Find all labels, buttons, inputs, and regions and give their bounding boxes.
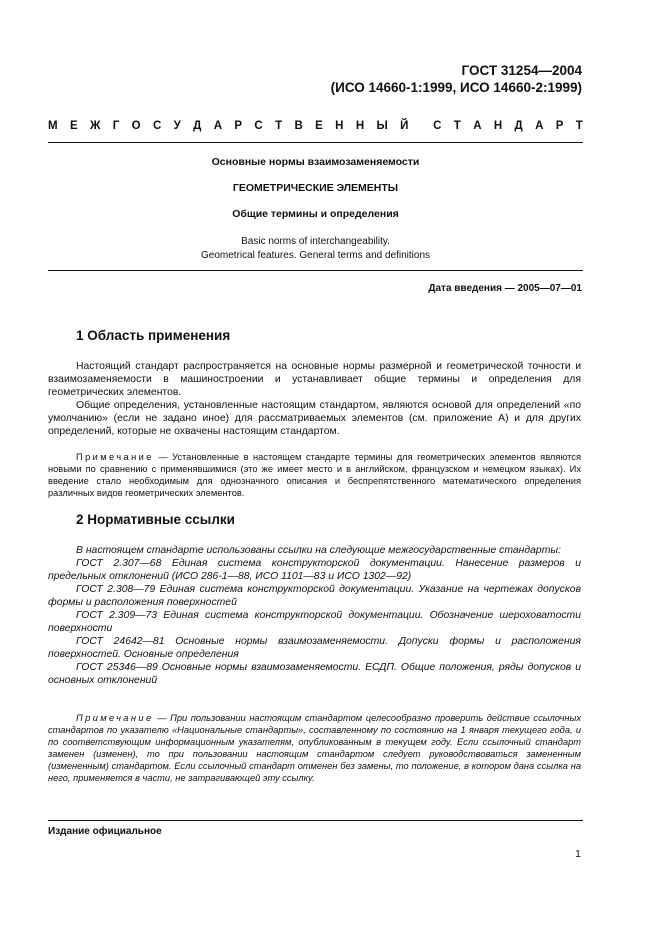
reference-item: ГОСТ 2.308—79 Единая система конструкторской документации. Указание на чертежах допусков формы и расположения поверхностей: [48, 584, 581, 608]
banner-letter: Д: [193, 120, 202, 132]
edition-label: Издание официальное: [48, 826, 162, 837]
section-1-heading: 1 Область применения: [76, 328, 231, 343]
banner-letter: Ж: [89, 120, 101, 132]
section-2-note: [48, 712, 581, 784]
banner-letter: А: [473, 120, 482, 132]
note-text: — При пользовании настоящим стандартом целесообразно проверить действие ссылочных стандартов по указателю «Национальные стандарты», составленному по состоянию на 1 января текущего года, и по соответствующим информационным указателям, опубликованным в текущем году. Если ссылочный стандарт заменен (изменен), то при пользовании настоящим стандартом следует руководствоваться замененным (измененным) стандартом. Если ссылочный стандарт отменен без замены, то положение, в котором дана ссылка на него, применяется в части, не затрагивающей эту ссылку.: [48, 713, 581, 783]
banner-letter: Т: [275, 120, 283, 132]
section-2-heading: 2 Нормативные ссылки: [76, 512, 235, 527]
banner-letter: Е: [315, 120, 323, 132]
note-text: — Установленные в настоящем стандарте термины для геометрических элементов являются новыми по сравнению с применявшимися (это же имеет место и в английском, французском и немецком языках). Их введение стало необходимым для однозначного описания и беспрепятственного математического определения различных видов геометрических элементов.: [48, 452, 581, 498]
banner-letter: Н: [335, 120, 344, 132]
banner-letter: Г: [112, 120, 120, 132]
banner-letter: С: [254, 120, 263, 132]
reference-item: ГОСТ 25346—89 Основные нормы взаимозаменяемости. ЕСДП. Общие положения, ряды допусков и основных отклонений: [48, 662, 581, 686]
introduction-date: Дата введения — 2005—07—01: [428, 283, 582, 294]
title-line-3: Общие термины и определения: [232, 208, 399, 220]
iso-equivalent: (ИСО 14660-1:1999, ИСО 14660-2:1999): [330, 80, 582, 95]
section-1-paragraph-1: Настоящий стандарт распространяется на основные нормы размерной и геометрической точности и взаимозаменяемости в машиностроении и устанавливает общие термины и определения для геометрических элементов.: [48, 361, 581, 398]
banner-letter: Т: [575, 120, 583, 132]
banner-letter: Р: [555, 120, 564, 132]
reference-item: ГОСТ 24642—81 Основные нормы взаимозаменяемости. Допуски формы и расположения поверхностей. Основные определения: [48, 636, 581, 660]
banner-letter: А: [535, 120, 544, 132]
banner-letter: Д: [514, 120, 523, 132]
references-intro: В настоящем стандарте использованы ссылки на следующие межгосударственные стандарты:: [76, 545, 561, 556]
title-english-line-2: Geometrical features. General terms and definitions: [201, 250, 430, 261]
banner-letter: С: [152, 120, 162, 132]
banner-letter: Ы: [376, 120, 388, 132]
note-label: Примечание: [76, 713, 154, 723]
banner-letter: С: [433, 120, 442, 132]
standard-number: ГОСТ 31254—2004: [461, 63, 582, 78]
title-line-2: ГЕОМЕТРИЧЕСКИЕ ЭЛЕМЕНТЫ: [232, 182, 399, 194]
section-1-note: [48, 451, 581, 499]
banner-letter: М: [48, 120, 58, 132]
title-line-1: Основные нормы взаимозаменяемости: [211, 156, 420, 168]
banner-letter: Н: [355, 120, 365, 132]
banner-letter: Р: [234, 120, 243, 132]
banner-letter: Й: [400, 120, 409, 132]
note-label: Примечание: [76, 452, 154, 462]
section-2-references: [48, 544, 581, 687]
banner-letter: Е: [69, 120, 78, 132]
divider-footer: [48, 820, 583, 821]
banner-letter: Т: [453, 120, 461, 132]
page-number: 1: [575, 848, 581, 860]
divider-top: [48, 142, 583, 143]
interstate-standard-banner: [48, 120, 583, 132]
banner-letter: Н: [493, 120, 503, 132]
standard-header: [331, 62, 582, 96]
section-1-body: [48, 360, 581, 438]
title-english: [48, 235, 583, 263]
banner-letter: А: [213, 120, 223, 132]
divider-title: [48, 270, 583, 271]
banner-letter: У: [173, 120, 181, 132]
title-english-line-1: Basic norms of interchangeability.: [241, 236, 390, 247]
reference-item: ГОСТ 2.307—68 Единая система конструкторской документации. Нанесение размеров и предельных отклонений (ИСО 286-1—88, ИСО 1101—83 и ИСО 1302—92): [48, 558, 581, 582]
banner-letter: В: [294, 120, 303, 132]
banner-letter: О: [131, 120, 141, 132]
reference-item: ГОСТ 2.309—73 Единая система конструкторской документации. Обозначение шероховатости поверхности: [48, 610, 581, 634]
section-1-paragraph-2: Общие определения, установленные настоящим стандартом, являются основой для определений «по умолчанию» (если не задано иное) для рассматриваемых элементов (см. приложение А) и для других определений, которые не охвачены настоящим стандартом.: [48, 400, 581, 437]
